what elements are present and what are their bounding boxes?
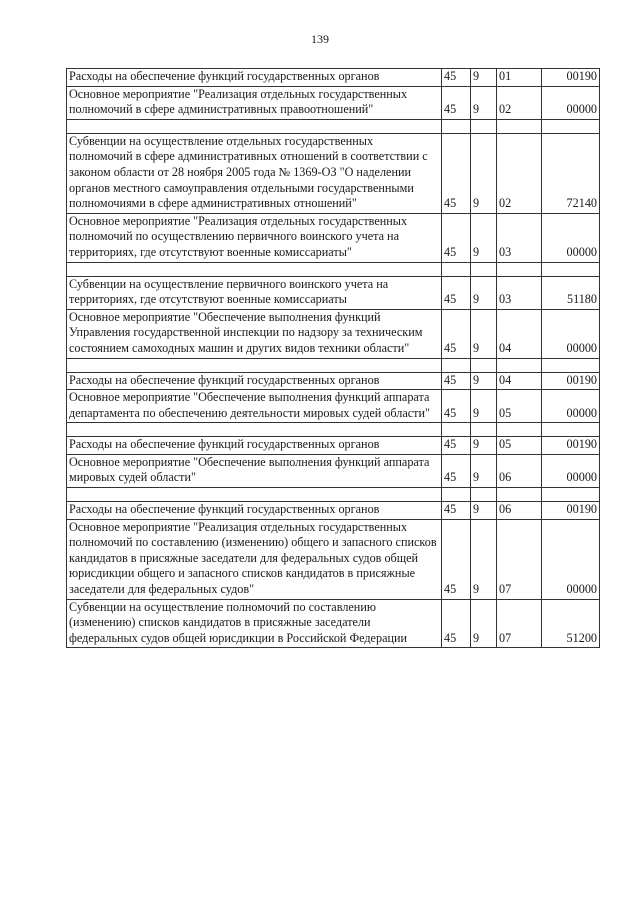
row-code-2: 9 — [471, 502, 497, 520]
table-row — [67, 390, 600, 423]
row-code-3: 03 — [497, 213, 542, 262]
row-code-1: 45 — [442, 390, 471, 423]
row-code-3: 05 — [497, 437, 542, 455]
row-code-3: 05 — [497, 390, 542, 423]
row-code-2: 9 — [471, 599, 497, 648]
row-name: Основное мероприятие "Реализация отдельных государственных полномочий в сфере административных правоотношений" — [67, 86, 442, 119]
row-code-1: 45 — [442, 437, 471, 455]
budget-table — [66, 68, 600, 648]
row-code-3: 01 — [497, 69, 542, 87]
row-code-2: 9 — [471, 69, 497, 87]
row-code-2: 9 — [471, 309, 497, 358]
row-name: Расходы на обеспечение функций государственных органов — [67, 502, 442, 520]
row-code-2: 9 — [471, 213, 497, 262]
table-row — [67, 133, 600, 213]
row-code-4: 00190 — [542, 437, 600, 455]
row-name: Субвенции на осуществление отдельных государственных полномочий в сфере административных отношений в соответствии с законом области от 28 ноября 2005 года № 1369-ОЗ "О наделении органов местного самоуправления отдельными государственными полномочиями в сфере административных отношений" — [67, 133, 442, 213]
row-name: Основное мероприятие "Реализация отдельных государственных полномочий по составлению (изменению) общего и запасного списков кандидатов в присяжные заседатели для федеральных судов общей юрисдикции общего и запасного списков кандидатов в присяжные заседатели для федеральных судов" — [67, 519, 442, 599]
row-code-1: 45 — [442, 69, 471, 87]
table-row — [67, 519, 600, 599]
row-code-1: 45 — [442, 133, 471, 213]
row-spacer — [67, 358, 600, 372]
row-code-1: 45 — [442, 502, 471, 520]
row-code-2: 9 — [471, 86, 497, 119]
row-code-1: 45 — [442, 309, 471, 358]
row-spacer — [67, 262, 600, 276]
row-code-4: 00000 — [542, 213, 600, 262]
table-row — [67, 437, 600, 455]
table-row — [67, 372, 600, 390]
row-code-2: 9 — [471, 454, 497, 487]
row-code-3: 02 — [497, 133, 542, 213]
row-code-3: 07 — [497, 599, 542, 648]
row-code-1: 45 — [442, 276, 471, 309]
row-code-4: 00190 — [542, 502, 600, 520]
row-code-2: 9 — [471, 519, 497, 599]
row-code-1: 45 — [442, 454, 471, 487]
row-code-4: 51200 — [542, 599, 600, 648]
row-name: Расходы на обеспечение функций государственных органов — [67, 69, 442, 87]
row-name: Основное мероприятие "Реализация отдельных государственных полномочий по осуществлению первичного воинского учета на территориях, где отсутствуют военные комиссариаты" — [67, 213, 442, 262]
table-row — [67, 276, 600, 309]
page-number: 139 — [311, 32, 329, 46]
row-code-4: 00000 — [542, 309, 600, 358]
row-code-2: 9 — [471, 276, 497, 309]
row-code-1: 45 — [442, 519, 471, 599]
row-code-4: 72140 — [542, 133, 600, 213]
row-spacer — [67, 423, 600, 437]
row-code-3: 04 — [497, 309, 542, 358]
row-spacer — [67, 119, 600, 133]
row-name: Основное мероприятие "Обеспечение выполнения функций аппарата мировых судей области" — [67, 454, 442, 487]
row-name: Субвенции на осуществление полномочий по составлению (изменению) списков кандидатов в присяжные заседатели федеральных судов общей юрисдикции в Российской Федерации — [67, 599, 442, 648]
table-row — [67, 502, 600, 520]
row-code-1: 45 — [442, 86, 471, 119]
row-code-2: 9 — [471, 372, 497, 390]
row-code-3: 03 — [497, 276, 542, 309]
row-code-4: 00000 — [542, 454, 600, 487]
row-code-1: 45 — [442, 213, 471, 262]
row-code-2: 9 — [471, 390, 497, 423]
row-code-3: 04 — [497, 372, 542, 390]
table-row — [67, 69, 600, 87]
row-code-4: 00190 — [542, 69, 600, 87]
table-row — [67, 309, 600, 358]
row-code-3: 02 — [497, 86, 542, 119]
table-row — [67, 213, 600, 262]
row-code-4: 00000 — [542, 86, 600, 119]
table-row — [67, 599, 600, 648]
row-code-2: 9 — [471, 133, 497, 213]
row-name: Основное мероприятие "Обеспечение выполнения функций Управления государственной инспекции по надзору за техническим состоянием самоходных машин и других видов техники области" — [67, 309, 442, 358]
row-code-3: 06 — [497, 454, 542, 487]
row-code-1: 45 — [442, 372, 471, 390]
row-name: Субвенции на осуществление первичного воинского учета на территориях, где отсутствуют военные комиссариаты — [67, 276, 442, 309]
row-name: Расходы на обеспечение функций государственных органов — [67, 437, 442, 455]
row-code-2: 9 — [471, 437, 497, 455]
row-name: Основное мероприятие "Обеспечение выполнения функций аппарата департамента по обеспечению деятельности мировых судей области" — [67, 390, 442, 423]
row-code-4: 00000 — [542, 390, 600, 423]
table-row — [67, 86, 600, 119]
row-name: Расходы на обеспечение функций государственных органов — [67, 372, 442, 390]
table-row — [67, 454, 600, 487]
row-code-1: 45 — [442, 599, 471, 648]
row-code-4: 00000 — [542, 519, 600, 599]
row-spacer — [67, 488, 600, 502]
row-code-4: 00190 — [542, 372, 600, 390]
row-code-3: 07 — [497, 519, 542, 599]
row-code-4: 51180 — [542, 276, 600, 309]
row-code-3: 06 — [497, 502, 542, 520]
